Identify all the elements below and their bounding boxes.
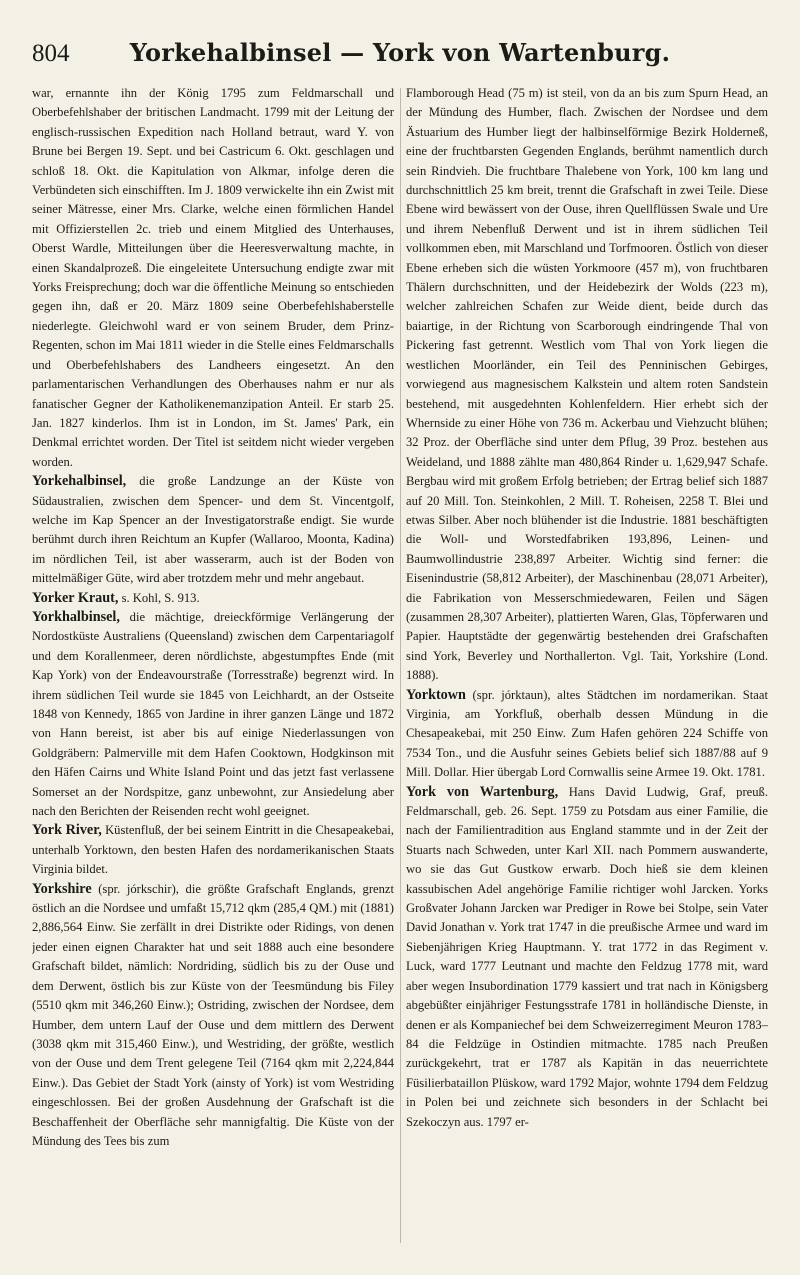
column-divider — [400, 88, 401, 1243]
entry-headword: Yorktown — [406, 686, 466, 703]
dictionary-entry — [32, 821, 394, 879]
dictionary-entry — [32, 84, 394, 472]
dictionary-entry — [32, 608, 394, 821]
entry-text: die große Landzunge an der Küste von Südaustralien, zwischen dem Spencer- und dem St. Vincentgolf, welche im Kap Spencer an der Investigatorstraße endigt. Sie wurde berühmt durch ihren Reichtum an Kupfer (Wallaroo, Moonta, Kadina) im nördlichen Teil, ist aber wasserarm, auch ist der Boden von mittelmäßiger Güte, wird aber trotzdem mehr und mehr angebaut. — [32, 474, 394, 586]
dictionary-entry — [406, 84, 768, 686]
right-column — [406, 84, 768, 1261]
entry-headword: Yorkshire — [32, 880, 92, 897]
dictionary-entry — [406, 686, 768, 783]
entry-text: s. Kohl, S. 913. — [118, 590, 200, 605]
dictionary-entry — [406, 783, 768, 1132]
entry-text: Küstenfluß, der bei seinem Eintritt in die Chesapeakebai, unterhalb Yorktown, den besten Hafen des nordamerikanischen Staats Virginia bildet. — [32, 823, 394, 877]
dictionary-entry — [32, 472, 394, 588]
dictionary-entry — [32, 589, 394, 608]
entry-text: die mächtige, dreieckförmige Verlängerung der Nordostküste Australiens (Queensland) zwischen dem Carpentariagolf und dem Korallenmeer, deren nördlichste, abgestumpftes Ende (mit Kap York) von der Endeavourstraße (Torresstraße) begrenzt wird. In ihrem südlichen Teil wurde sie 1845 von Leichhardt, an der Ostseite 1848 von Kennedy, 1865 von Jardine in ihrer ganzen Länge und 1872 von Hann bereist, ist aber bis auf einige Niederlassungen von Goldgräbern: Palmerville mit dem Hafen Cooktown, Hodgkinson mit den Häfen Cairns und White Island Point und das jetzt fast verlassene Somerset an der Nordspitze, ganz unbewohnt, zur Ansiedelung aber nach den Berichten der Reisenden recht wohl geeignet. — [32, 609, 394, 819]
entry-headword: York von Wartenburg, — [406, 783, 559, 800]
entry-headword: Yorker Kraut, — [32, 589, 119, 606]
left-column — [32, 84, 394, 1261]
entry-headword: York River, — [32, 822, 102, 839]
entry-text: Hans David Ludwig, Graf, preuß. Feldmarschall, geb. 26. Sept. 1759 zu Potsdam aus einer Familie, die nach der Familientradition aus England stammte und in der Zeit der Stuarts nach Schweden, unter Karl XII. nach Pommern auswanderte, wo sie das Gut Gustkow erwarb. Doch hieß sie dem kleinen kassubischen Adel angehörige Familie richtiger wohl Jarcken. Yorks Großvater Johann Jarcken war Prediger in Rowe bei Stolpe, sein Vater David Jonathan v. York trat 1747 in die preußische Armee und ward im Siebenjährigen Krieg Hauptmann. Y. trat 1772 in das Regiment v. Luck, ward 1777 Leutnant und machte den Feldzug 1778 mit, ward aber wegen Insubordination 1779 kassiert und trat nach in Königsberg abgebüßter einjähriger Festungsstrafe 1781 in holländische Dienste, in denen er als Kompaniechef bei dem Schweizerregiment Meuron 1783–84 die Feldzüge in Ostindien mitmachte. 1785 nach Preußen zurückgekehrt, trat er 1787 als Kapitän in das neuerrichtete Füsilierbataillon Plüskow, ward 1792 Major, wohnte 1794 dem Feldzug in Polen bei und zeichnete sich besonders in der Schlacht bei Szekoczyn aus. 1797 er- — [406, 784, 768, 1129]
text-columns — [32, 84, 768, 1261]
entry-headword: Yorkhalbinsel, — [32, 608, 120, 625]
entry-headword: Yorkehalbinsel, — [32, 473, 127, 490]
dictionary-entry — [32, 880, 394, 1152]
entry-text: Flamborough Head (75 m) ist steil, von da an bis zum Spurn Head, an der Mündung des Humber, flach. Zwischen der Nordsee und dem Ästuarium des Humber liegt der halbinselförmige Bezirk Holderneß, eine der fruchtbarsten Gegenden Englands, berühmt namentlich durch sein Rindvieh. Die fruchtbare Thalebene von York, 100 km lang und durchschnittlich 25 km breit, trennt die Grafschaft in zwei Teile. Diese Ebene wird bewässert von der Ouse, ihren Quellflüssen Swale und Ure und ihrem Nebenfluß Derwent und ist in ihrem südlichen Teil vollkommen eben, mit Marschland und Torfmooren. Östlich von dieser Ebene erheben sich die wüsten Yorkmoore (457 m), von fruchtbaren Thälern durchschnitten, und der Heidebezirk der Wolds (223 m), welcher zahlreichen Schafen zur Weide dient, beide durch das baiartige, in der Richtung von Scarborough eindringende Thal von Pickering fast getrennt. Westlich vom Thal von York liegen die westlichen Moorländer, ein Teil des Penninischen Gebirges, vorwiegend aus magnesischem Kalkstein und altem roten Sandstein bestehend, mit ausgedehnten Kohlenfeldern. Hier erhebt sich der Whernside zu einer Höhe von 736 m. Ackerbau und Viehzucht blühen; 32 Proz. der Oberfläche sind unter dem Pflug, 39 Proz. bestehen aus Weideland, und 1888 zählte man 480,864 Rinder u. 1,629,947 Schafe. Bergbau wird mit großem Erfolg betrieben; der Ertrag belief sich 1887 auf 20 Mill. Ton. Steinkohlen, 2 Mill. T. Roheisen, 2258 T. Blei und etwas Silber. Aber noch blühender ist die Industrie. 1881 beschäftigten die Woll- und Worstedfabriken 193,896, Leinen- und Baumwollindustrie 238,897 Arbeiter. Wichtig sind ferner: die Eisenindustrie (58,812 Arbeiter), der Maschinenbau (28,071 Arbeiter), die Fabrikation von Messerschmiedewaren, Feilen und Sägen (zusammen 28,307 Arbeiter), plattierten Waren, Glas, Töpferwaren und Papier. Hauptstädte der gegenwärtig bestehenden drei Grafschaften sind York, Beverley und Northallerton. Vgl. Tait, Yorkshire (Lond. 1888). — [406, 86, 768, 683]
entry-text: (spr. jórkschir), die größte Grafschaft Englands, grenzt östlich an die Nordsee und umfaßt 15,712 qkm (285,4 QM.) mit (1881) 2,886,564 Einw. Sie zerfällt in drei Distrikte oder Ridings, von denen jeder einen eignen Charakter hat und seit 1888 auch eine besondere Grafschaft bildet, nämlich: Nordriding, südlich bis zu der Ouse und dem Derwent, östlich bis zur Küste von der Teesmündung bis Filey (5510 qkm mit 346,260 Einw.); Ostriding, zwischen der Nordsee, dem Humber, dem untern Lauf der Ouse und dem mittlern des Derwent (3038 qkm mit 315,460 Einw.), und Westriding, der größte, westlich von der Ouse und dem Trent gelegene Teil (7164 qkm mit 2,224,844 Einw.). Das Gebiet der Stadt York (ainsty of York) ist vom Westriding eingeschlossen. Bei der großen Ausdehnung der Grafschaft ist die Beschaffenheit der Oberfläche sehr mannigfaltig. Die Küste von der Mündung des Tees bis zum — [32, 881, 394, 1148]
entry-text: (spr. jórktaun), altes Städtchen im nordamerikan. Staat Virginia, am Yorkfluß, oberhalb dessen Mündung in die Chesapeakebai, mit 250 Einw. Zum Hafen gehören 224 Schiffe von 7534 Ton., und die Ausfuhr seines Gebiets belief sich 1887/88 auf 9 Mill. Dollar. Hier übergab Lord Cornwallis seine Armee 19. Okt. 1781. — [406, 687, 768, 780]
page-number: 804 — [32, 40, 70, 67]
page-header — [32, 38, 768, 78]
entry-text: war, ernannte ihn der König 1795 zum Feldmarschall und Oberbefehlshaber der britischen Landmacht. 1799 mit der Leitung der englisch-russischen Expedition nach Holland betraut, ward Y. von Brune bei Bergen 19. Sept. und bei Castricum 6. Okt. geschlagen und schloß 18. Okt. die Kapitulation von Alkmar, infolge deren die Verbündeten sich einschifften. Im J. 1809 verwickelte ihn ein Zwist mit seiner Mätresse, einer Mrs. Clarke, welche einen förmlichen Handel mit Offizierstellen 2c. trieb und einem Mitglied des Unterhauses, Oberst Wardle, Mitteilungen über die Heeresverwaltung machte, in einen Skandalprozeß. Die eingeleitete Untersuchung endigte zwar mit Yorks Freisprechung; doch war die öffentliche Meinung so entschieden gegen ihn, daß er 20. März 1809 seine Oberbefehlshaberstelle niederlegte. Gleichwohl ward er von seinem Bruder, dem Prinz-Regenten, schon im Mai 1811 wieder in die Stelle eines Feldmarschalls und Oberbefehlshabers des Landheers eingesetzt. An den parlamentarischen Verhandlungen des Oberhauses nahm er nur als fanatischer Gegner der Katholikenemanzipation Anteil. Er starb 25. Jan. 1827 kinderlos. Ihm ist in London, im St. James' Park, ein Denkmal errichtet worden. Der Titel ist seitdem nicht wieder vergeben worden. — [32, 86, 394, 469]
running-title: Yorkehalbinsel — York von Wartenburg. — [129, 38, 671, 67]
